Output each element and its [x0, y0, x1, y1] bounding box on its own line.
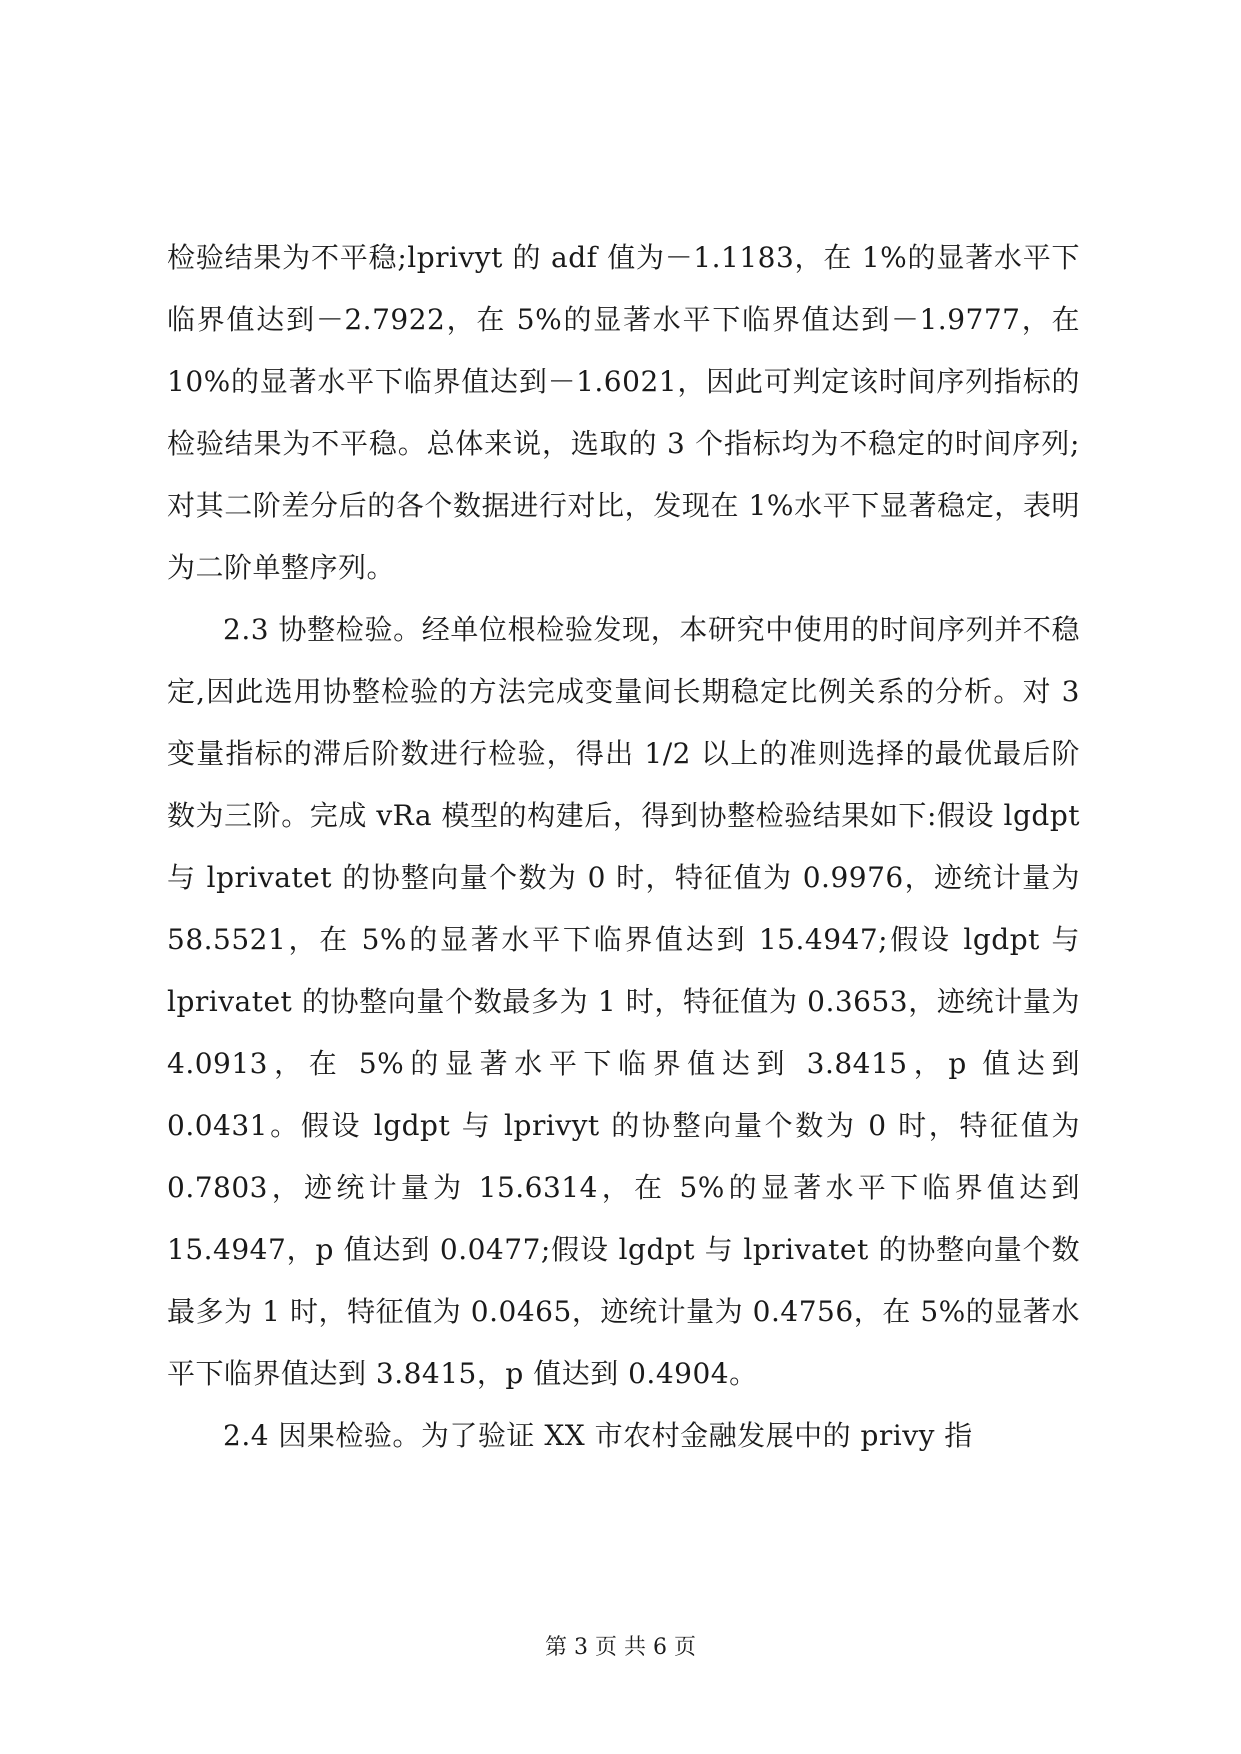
page-footer: 第 3 页 共 6 页	[545, 1635, 696, 1660]
paragraph-continuation: 检验结果为不平稳;lprivyt 的 adf 值为－1.1183，在 1%的显著水平下临界值达到－2.7922，在 5%的显著水平下临界值达到－1.9777，在 10%的显著水平下临界值达到－1.6021，因此可判定该时间序列指标的检验结果为不平稳。总体来说，选取的 3 个指标均为不稳定的时间序列;对其二阶差分后的各个数据进行对比，发现在 1%水平下显著稳定，表明为二阶单整序列。	[167, 241, 1080, 584]
body-text	[167, 227, 1080, 1467]
paragraph-cointegration-test: 2.3 协整检验。经单位根检验发现，本研究中使用的时间序列并不稳定,因此选用协整检验的方法完成变量间长期稳定比例关系的分析。对 3 变量指标的滞后阶数进行检验，得出 1/2 以上的准则选择的最优最后阶数为三阶。完成 vRa 模型的构建后，得到协整检验结果如下:假设 lgdpt 与 lprivatet 的协整向量个数为 0 时，特征值为 0.9976，迹统计量为 58.5521，在 5%的显著水平下临界值达到 15.4947;假设 lgdpt 与 lprivatet 的协整向量个数最多为 1 时，特征值为 0.3653，迹统计量为 4.0913，在 5%的显著水平下临界值达到 3.8415，p 值达到 0.0431。假设 lgdpt 与 lprivyt 的协整向量个数为 0 时，特征值为 0.7803，迹统计量为 15.6314，在 5%的显著水平下临界值达到 15.4947，p 值达到 0.0477;假设 lgdpt 与 lprivatet 的协整向量个数最多为 1 时，特征值为 0.0465，迹统计量为 0.4756，在 5%的显著水平下临界值达到 3.8415，p 值达到 0.4904。	[167, 613, 1080, 1390]
paragraph-causality-test: 2.4 因果检验。为了验证 XX 市农村金融发展中的 privy 指	[223, 1419, 973, 1452]
